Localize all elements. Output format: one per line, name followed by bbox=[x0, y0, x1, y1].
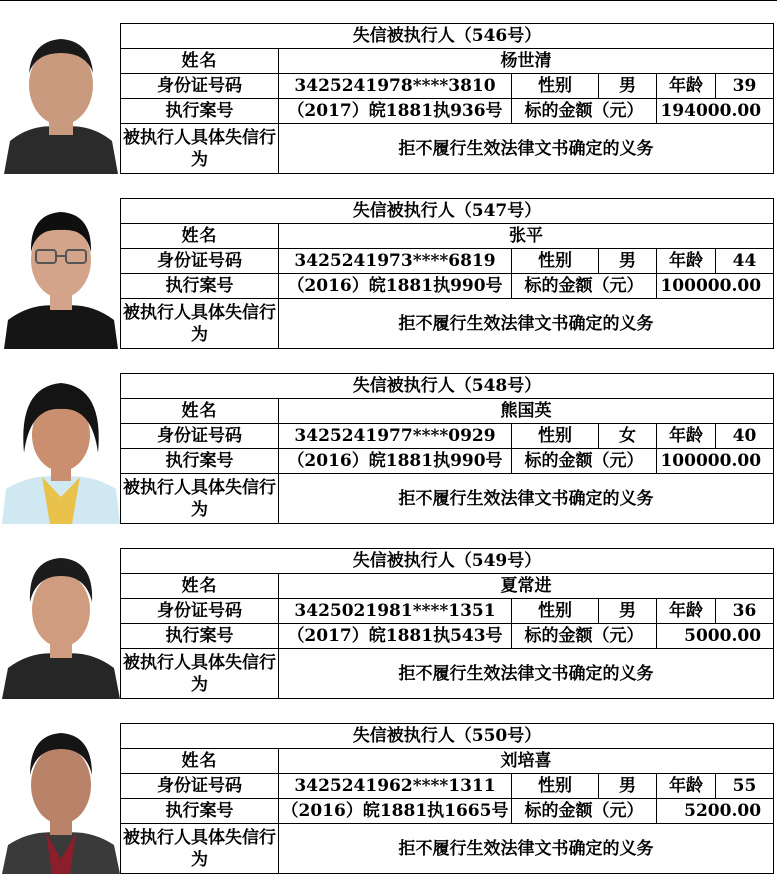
amount-value: 5200.00 bbox=[657, 799, 774, 824]
age-value: 40 bbox=[716, 424, 774, 449]
record-table bbox=[120, 373, 774, 524]
record-549 bbox=[0, 548, 777, 699]
name-label: 姓名 bbox=[121, 574, 279, 599]
photo-face bbox=[31, 746, 91, 824]
behavior-value: 拒不履行生效法律文书确定的义务 bbox=[279, 124, 774, 174]
age-value: 55 bbox=[716, 774, 774, 799]
behavior-value: 拒不履行生效法律文书确定的义务 bbox=[279, 474, 774, 524]
id-number-value: 3425241977****0929 bbox=[279, 424, 512, 449]
name-value: 熊国英 bbox=[279, 399, 774, 424]
gender-value: 男 bbox=[599, 774, 657, 799]
name-label: 姓名 bbox=[121, 49, 279, 74]
record-547 bbox=[0, 198, 777, 349]
amount-label: 标的金额（元） bbox=[512, 274, 657, 299]
age-label: 年龄 bbox=[657, 249, 716, 274]
gender-value: 女 bbox=[599, 424, 657, 449]
gender-label: 性别 bbox=[512, 599, 599, 624]
name-value: 刘培喜 bbox=[279, 749, 774, 774]
record-title: 失信被执行人（550号） bbox=[121, 724, 774, 749]
behavior-value: 拒不履行生效法律文书确定的义务 bbox=[279, 824, 774, 874]
person-photo bbox=[2, 373, 121, 524]
amount-label: 标的金额（元） bbox=[512, 99, 657, 124]
age-value: 36 bbox=[716, 599, 774, 624]
behavior-label: 被执行人具体失信行为 bbox=[121, 824, 279, 874]
case-number-value: （2016）皖1881执1665号 bbox=[279, 799, 512, 824]
behavior-label: 被执行人具体失信行为 bbox=[121, 299, 279, 349]
person-photo bbox=[2, 723, 121, 874]
person-photo bbox=[2, 23, 121, 174]
age-label: 年龄 bbox=[657, 74, 716, 99]
case-number-label: 执行案号 bbox=[121, 624, 279, 649]
amount-label: 标的金额（元） bbox=[512, 799, 657, 824]
id-number-value: 3425241978****3810 bbox=[279, 74, 512, 99]
record-546 bbox=[0, 23, 777, 174]
person-photo bbox=[2, 198, 121, 349]
behavior-value: 拒不履行生效法律文书确定的义务 bbox=[279, 299, 774, 349]
name-label: 姓名 bbox=[121, 399, 279, 424]
name-value: 杨世清 bbox=[279, 49, 774, 74]
gender-value: 男 bbox=[599, 74, 657, 99]
id-number-label: 身份证号码 bbox=[121, 74, 279, 99]
gender-value: 男 bbox=[599, 249, 657, 274]
record-title: 失信被执行人（546号） bbox=[121, 24, 774, 49]
id-number-value: 3425241973****6819 bbox=[279, 249, 512, 274]
case-number-label: 执行案号 bbox=[121, 99, 279, 124]
record-table bbox=[120, 198, 774, 349]
id-number-label: 身份证号码 bbox=[121, 774, 279, 799]
age-value: 44 bbox=[716, 249, 774, 274]
amount-label: 标的金额（元） bbox=[512, 624, 657, 649]
record-title: 失信被执行人（547号） bbox=[121, 199, 774, 224]
case-number-value: （2017）皖1881执543号 bbox=[279, 624, 512, 649]
id-number-label: 身份证号码 bbox=[121, 424, 279, 449]
case-number-value: （2017）皖1881执936号 bbox=[279, 99, 512, 124]
amount-label: 标的金额（元） bbox=[512, 449, 657, 474]
id-number-label: 身份证号码 bbox=[121, 249, 279, 274]
name-value: 夏常进 bbox=[279, 574, 774, 599]
gender-label: 性别 bbox=[512, 774, 599, 799]
top-rule bbox=[0, 0, 777, 1]
age-label: 年龄 bbox=[657, 599, 716, 624]
record-550 bbox=[0, 723, 777, 874]
id-number-value: 3425241962****1311 bbox=[279, 774, 512, 799]
age-label: 年龄 bbox=[657, 774, 716, 799]
behavior-label: 被执行人具体失信行为 bbox=[121, 474, 279, 524]
case-number-label: 执行案号 bbox=[121, 799, 279, 824]
record-table bbox=[120, 548, 774, 699]
name-label: 姓名 bbox=[121, 224, 279, 249]
id-number-label: 身份证号码 bbox=[121, 599, 279, 624]
behavior-label: 被执行人具体失信行为 bbox=[121, 124, 279, 174]
behavior-value: 拒不履行生效法律文书确定的义务 bbox=[279, 649, 774, 699]
record-table bbox=[120, 723, 774, 874]
case-number-value: （2016）皖1881执990号 bbox=[279, 274, 512, 299]
record-548 bbox=[0, 373, 777, 524]
amount-value: 194000.00 bbox=[657, 99, 774, 124]
case-number-label: 执行案号 bbox=[121, 274, 279, 299]
age-value: 39 bbox=[716, 74, 774, 99]
amount-value: 100000.00 bbox=[657, 274, 774, 299]
person-photo bbox=[2, 548, 121, 699]
case-number-value: （2016）皖1881执990号 bbox=[279, 449, 512, 474]
id-number-value: 3425021981****1351 bbox=[279, 599, 512, 624]
name-value: 张平 bbox=[279, 224, 774, 249]
photo-face bbox=[32, 573, 90, 647]
record-title: 失信被执行人（549号） bbox=[121, 549, 774, 574]
gender-label: 性别 bbox=[512, 249, 599, 274]
case-number-label: 执行案号 bbox=[121, 449, 279, 474]
behavior-label: 被执行人具体失信行为 bbox=[121, 649, 279, 699]
gender-label: 性别 bbox=[512, 424, 599, 449]
amount-value: 5000.00 bbox=[657, 624, 774, 649]
name-label: 姓名 bbox=[121, 749, 279, 774]
record-title: 失信被执行人（548号） bbox=[121, 374, 774, 399]
record-table bbox=[120, 23, 774, 174]
gender-value: 男 bbox=[599, 599, 657, 624]
amount-value: 100000.00 bbox=[657, 449, 774, 474]
gender-label: 性别 bbox=[512, 74, 599, 99]
age-label: 年龄 bbox=[657, 424, 716, 449]
